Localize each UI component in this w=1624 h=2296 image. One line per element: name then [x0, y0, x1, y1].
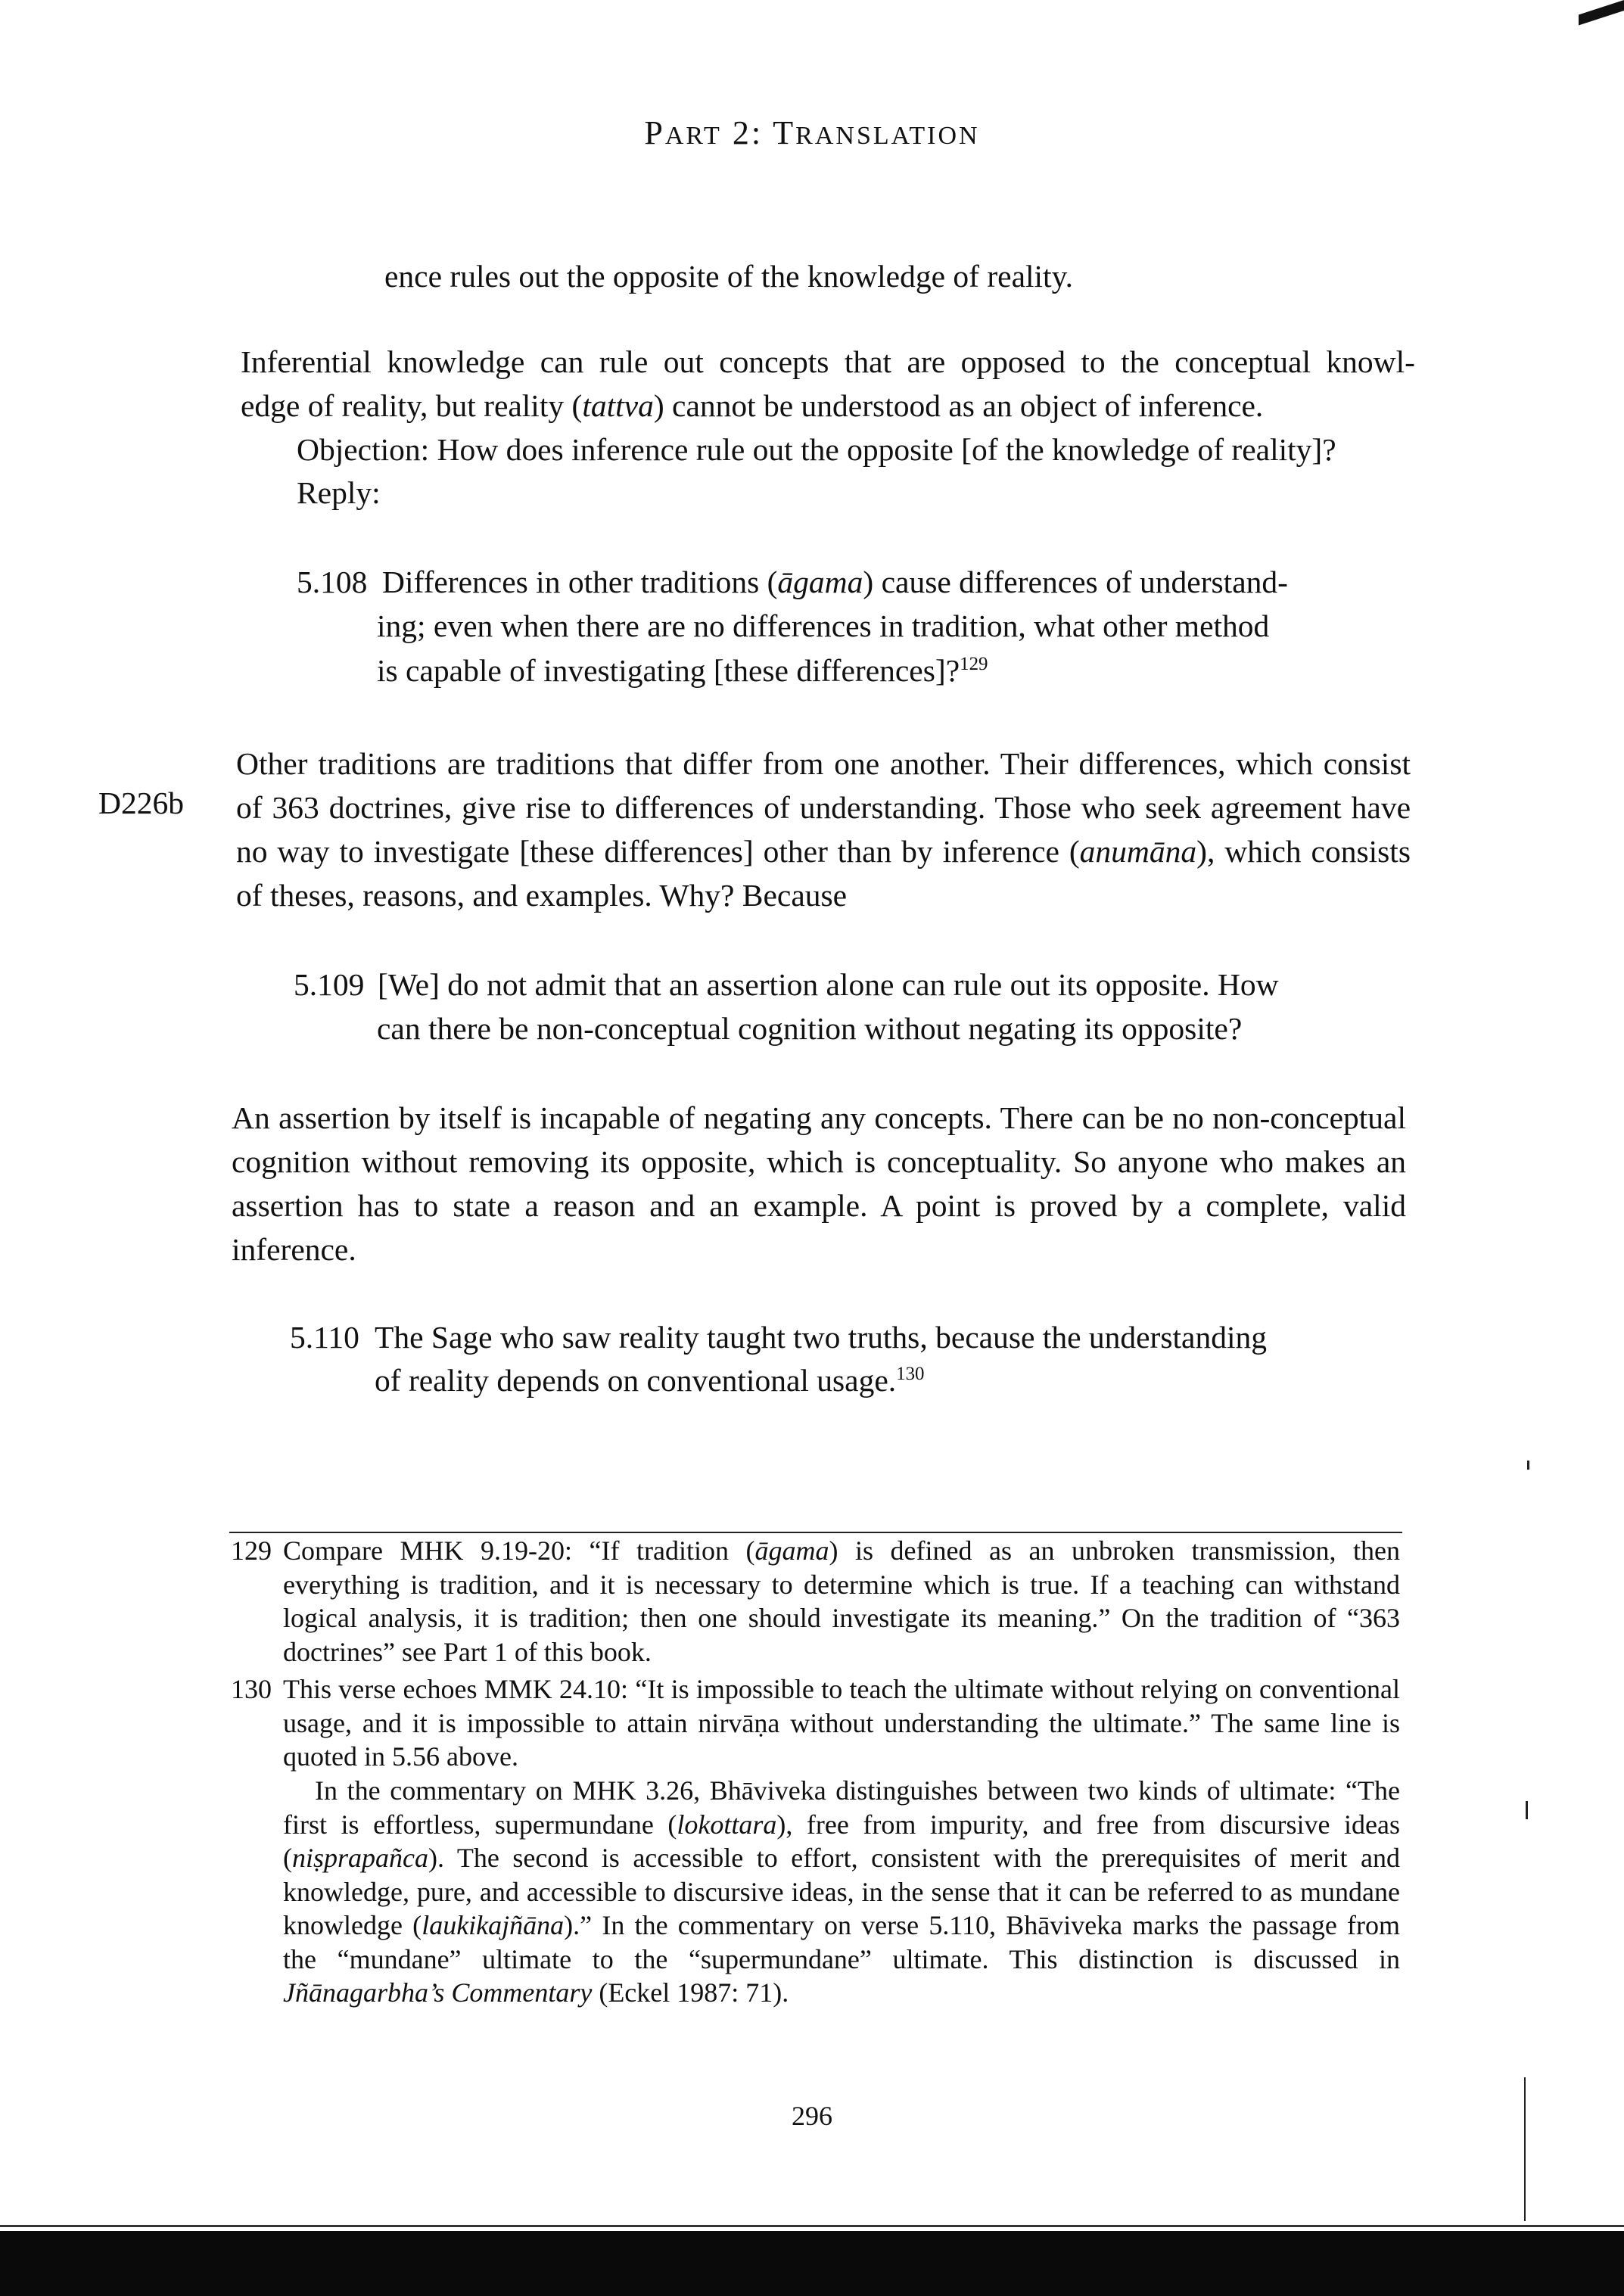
scan-corner-mark [1579, 0, 1624, 25]
objection-line: Objection: How does inference rule out the opposite [of the knowledge of reality]? [297, 432, 1336, 467]
footnote-number: 130 [231, 1674, 272, 1704]
verse-number: 5.108 [297, 565, 368, 599]
verse-text: is capable of investigating [these differences]?$^{129}$ [377, 653, 988, 688]
footnote-number: 129 [231, 1535, 272, 1566]
commentary-paragraph: Other traditions are traditions that differ from one another. Their differences, which consist of 363 doctrines, give rise to differences of understanding. Those who seek agreement have no way to investigate [these differences] other than by inference (anumāna), which consists of theses, reasons, and examples. Why? Because [236, 746, 1411, 913]
verse-text: of reality depends on conventional usage.$^{130}$ [375, 1363, 925, 1398]
verse-text: The Sage who saw reality taught two truths, because the understanding [375, 1320, 1267, 1355]
verse-text: [We] do not admit that an assertion alone can rule out its opposite. How [378, 967, 1279, 1002]
footnote-ref: 130 [896, 1364, 925, 1385]
verse-text: Differences in other traditions (āgama) cause differences of understand- [382, 565, 1288, 599]
scan-speck [1526, 1801, 1528, 1819]
commentary-paragraph: An assertion by itself is incapable of negating any concepts. There can be no non-conceptual cognition without removing its opposite, which is conceptuality. So anyone who makes an assertion has to state a reason and an example. A point is proved by a complete, valid inference. [232, 1100, 1406, 1267]
verse-number: 5.110 [290, 1320, 359, 1355]
scan-speck [1527, 1461, 1529, 1470]
scan-edge-line [0, 2225, 1624, 2227]
footnote-text: In the commentary on MHK 3.26, Bhāviveka distinguishes between two kinds of ultimate: “The first is effortless, supermundane (lokottara), free from impurity, and free from discursive ideas (niṣprapañca). The second is accessible to effort, consistent with the prerequisites of merit and knowledge, pure, and accessible to discursive ideas, in the sense that it can be referred to as mundane knowledge (laukikajñāna).” In the commentary on verse 5.110, Bhāviveka marks the passage from the “mundane” ultimate to the “supermundane” ultimate. This distinction is discussed in Jñānagarbha’s Commentary (Eckel 1987: 71). [283, 1775, 1401, 2008]
verse-text: can there be non-conceptual cognition without negating its opposite? [377, 1011, 1243, 1046]
footnote-separator [229, 1532, 1402, 1533]
reply-line: Reply: [297, 475, 381, 510]
margin-reference: D226b [98, 786, 184, 820]
running-header: PART 2: TRANSLATION [644, 114, 980, 151]
commentary-paragraph-line: edge of reality, but reality (tattva) cannot be understood as an object of inference. [241, 388, 1264, 423]
commentary-paragraph-line: Inferential knowledge can rule out concepts that are opposed to the conceptual knowl- [241, 344, 1415, 379]
scan-speck [1524, 2077, 1526, 2221]
verse-number: 5.109 [294, 967, 365, 1002]
footnote-ref: 129 [960, 654, 988, 675]
verse-continuation: ence rules out the opposite of the knowledge of reality. [384, 259, 1074, 294]
footnote-text: Compare MHK 9.19-20: “If tradition (āgama) is defined as an unbroken transmission, then everything is tradition, and it is necessary to determine which is true. If a teaching can withstand logical analysis, it is tradition; then one should investigate its meaning.” On the tradition of “363 doctrines” see Part 1 of this book. [283, 1535, 1400, 1667]
scan-bottom-edge [0, 2231, 1624, 2296]
verse-text: ing; even when there are no differences in tradition, what other method [377, 608, 1270, 643]
page-number: 296 [792, 2101, 832, 2131]
footnote-text: This verse echoes MMK 24.10: “It is impossible to teach the ultimate without relying on conventional usage, and it is impossible to attain nirvāṇa without understanding the ultimate.” The same line is quoted in 5.56 above. [283, 1674, 1400, 1772]
